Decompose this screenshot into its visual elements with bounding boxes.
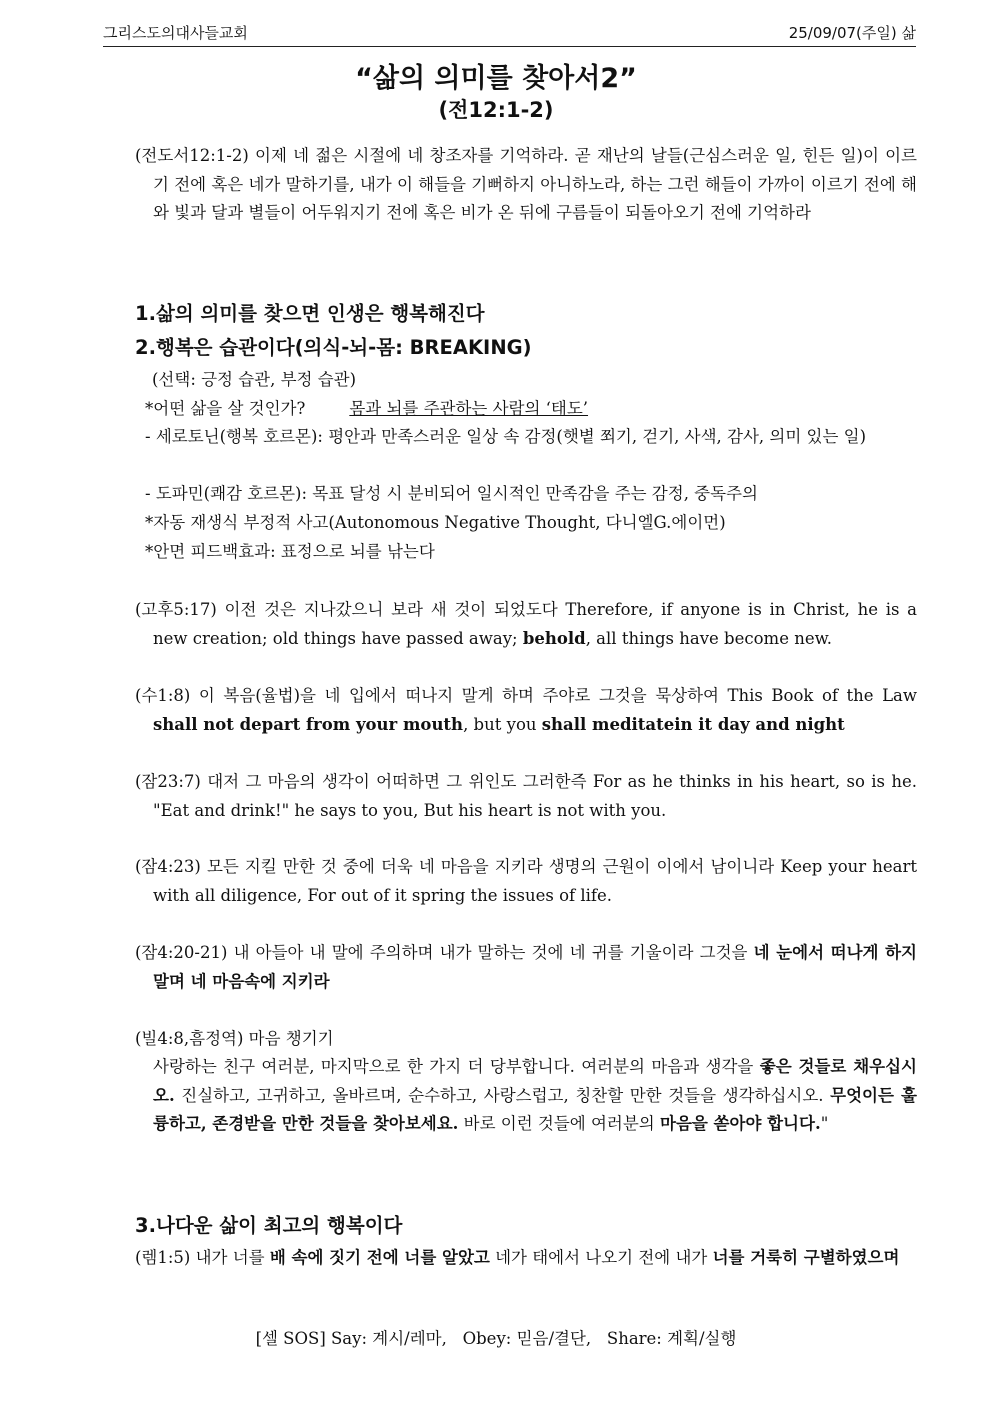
footer-share: 계획/실행 xyxy=(667,1329,737,1348)
header-date: 25/09/07(주일) 삶 xyxy=(788,24,916,42)
verse-emphasis: shall not depart from your mouth xyxy=(153,714,464,734)
question-answer: 몸과 뇌를 주관하는 사람의 ‘태도’ xyxy=(349,399,589,418)
verse-text: , all things have become new. xyxy=(585,628,833,648)
verse-emphasis: 배 속에 짓기 전에 너를 알았고 xyxy=(269,1248,490,1267)
verse-emphasis: behold xyxy=(522,628,586,648)
dopamine-item: - 도파민(쾌감 호르몬): 목표 달성 시 분비되어 일시적인 만족감을 주는 감정, 중독주의 xyxy=(145,484,758,503)
footer-say: 계시/레마 xyxy=(372,1329,442,1348)
page-title: “삶의 의미를 찾아서2” xyxy=(355,63,637,94)
verse-prov-4-20-21 xyxy=(135,939,917,996)
verse-text: (수1:8) 이 복음(율법)을 네 입에서 떠나지 말게 하며 주야로 그것을 묵상하여 This Book of the Law xyxy=(135,686,917,705)
verse-text: 진실하고, 고귀하고, 올바르며, 순수하고, 사랑스럽고, 칭찬할 만한 것들을 생각하십시오. xyxy=(174,1085,831,1105)
verse-phil-4-8-heading: (빌4:8,흠정역) 마음 챙기기 xyxy=(135,1029,334,1048)
verse-prov-4-23: (잠4:23) 모든 지킬 만한 것 중에 더욱 네 마음을 지키라 생명의 근원이 이에서 남이니라 Keep your heart with all diligence, For out of it spring the issues of life. xyxy=(135,857,917,905)
verse-text: (잠4:20-21) 내 아들아 내 말에 주의하며 내가 말하는 것에 네 귀를 기울이라 그것을 xyxy=(135,943,754,962)
verse-text: " xyxy=(820,1114,829,1133)
verse-text: 사랑하는 친구 여러분, 마지막으로 한 가지 더 당부합니다. 여러분의 마음과 생각을 xyxy=(153,1057,760,1076)
choice-note: (선택: 긍정 습관, 부정 습관) xyxy=(152,370,357,389)
verse-prov-23-7: (잠23:7) 대저 그 마음의 생각이 어떠하면 그 위인도 그러한즉 For as he thinks in his heart, so is he. "Eat and drink!" he says to you, But his heart is not with you. xyxy=(135,772,917,820)
verse-emphasis: 네 눈에서 떠나게 하지 말며 네 마음속에 지키라 xyxy=(153,943,917,991)
footer-label: [셀 SOS] Say: xyxy=(255,1329,373,1348)
verse-text: 네가 태에서 나오기 전에 내가 xyxy=(489,1248,713,1267)
question-line xyxy=(145,395,588,424)
header-divider xyxy=(103,46,916,47)
intro-verse xyxy=(135,142,917,228)
footer-label: , Obey: xyxy=(441,1329,517,1348)
footer-obey: 믿음/결단 xyxy=(516,1329,586,1348)
verse-text: 바로 이런 것들에 여러분의 xyxy=(458,1114,660,1133)
section-2-heading: 2.행복은 습관이다(의식-뇌-몸: BREAKING) xyxy=(135,336,532,359)
verse-jer-1-5 xyxy=(135,1244,917,1273)
intro-text: 이제 네 젊은 시절에 네 창조자를 기억하라. 곧 재난의 날들(근심스러운 일, 힌든 일)이 이르기 전에 혹은 네가 말하기를, 내가 이 해들을 기뻐하지 아니하노라, 하는 그런 해들이 가까이 이르기 전에 해와 빛과 달과 별들이 어두워지기 전에 혹은 비가 온 뒤에 구름들이 되돌아오기 전에 기억하라 xyxy=(153,146,917,222)
verse-emphasis: 마음을 쏟아야 합니다. xyxy=(660,1114,821,1133)
verse-text: , but you xyxy=(463,714,542,734)
question-text: *어떤 삶을 살 것인가? xyxy=(145,399,306,418)
serotonin-item: - 세로토닌(행복 호르몬): 평안과 만족스러운 일상 속 감정(햇볕 쬐기, 걷기, 사색, 감사, 의미 있는 일) xyxy=(145,427,867,446)
verse-emphasis: shall meditatein it day and night xyxy=(541,714,845,734)
verse-text: (렘1:5) 내가 너를 xyxy=(135,1248,270,1267)
verse-2cor-5-17 xyxy=(135,596,917,653)
ant-item: *자동 재생식 부정적 사고(Autonomous Negative Thought, 다니엘G.에이먼) xyxy=(145,513,726,532)
verse-josh-1-8 xyxy=(135,682,917,739)
verse-emphasis: 무엇이든 훌륭하고, 존경받을 만한 것들을 찾아보세요. xyxy=(153,1085,917,1133)
cell-sos-footer xyxy=(0,1325,992,1349)
verse-phil-4-8-body xyxy=(153,1053,917,1139)
intro-ref: (전도서12:1-2) xyxy=(135,146,249,165)
section-3-heading: 3.나다운 삶이 최고의 행복이다 xyxy=(135,1214,403,1237)
feedback-item: *안면 피드백효과: 표정으로 뇌를 낚는다 xyxy=(145,542,435,561)
section-1-heading: 1.삶의 의미를 찾으면 인생은 행복해진다 xyxy=(135,302,485,325)
church-name: 그리스도의대사들교회 xyxy=(103,24,248,42)
verse-text: (고후5:17) 이전 것은 지나갔으니 보라 새 것이 되었도다 Therefore, if anyone is in Christ, he is a new creation; old things have passed away; xyxy=(135,600,917,648)
page-subtitle: (전12:1-2) xyxy=(438,98,554,122)
verse-emphasis: 좋은 것들로 채우십시오. xyxy=(153,1057,917,1105)
verse-emphasis: 너를 거룩히 구별하였으며 xyxy=(712,1248,900,1267)
footer-label: , Share: xyxy=(585,1329,668,1348)
